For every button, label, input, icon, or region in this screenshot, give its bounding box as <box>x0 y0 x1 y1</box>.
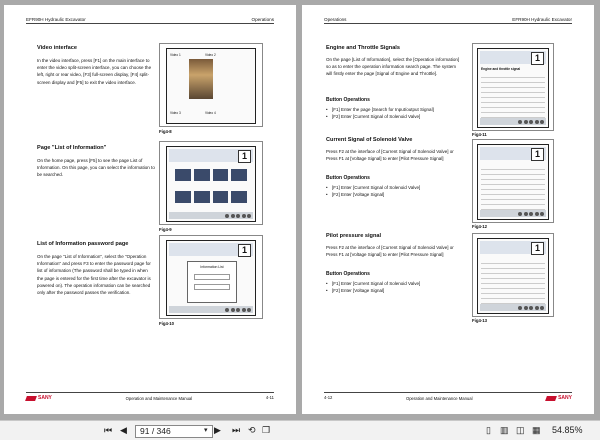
footer-title: Operation and Maintenance Manual <box>125 396 193 401</box>
section-subtitle: Button Operations <box>326 175 370 181</box>
figure-caption: Fig4-11 <box>472 132 487 137</box>
section-text: Press F2 at the interface of [Current Signal of Solenoid Valve] or Press F1 at [Voltage Signal] to enter [Pilot Pressure Signal] <box>326 245 454 258</box>
section-title: Pilot pressure signal <box>326 233 382 239</box>
document-page-right <box>302 5 594 414</box>
header-right: EFR90H Hydraulic Excavator <box>512 17 572 22</box>
section-text: On the page [List of Information], select the [Operation information] so as to enter the operation information search page. The system will firstly enter the page [Signal of Engine and Throttle]. <box>326 57 460 77</box>
page-number-input[interactable]: 91 / 346 <box>135 425 213 438</box>
sany-logo: SANY <box>546 395 572 401</box>
next-page-icon[interactable]: ▶ <box>214 425 221 435</box>
information-list-screenshot <box>159 141 263 225</box>
solenoid-current-screenshot <box>472 139 554 223</box>
last-page-icon[interactable]: ⏭ <box>232 425 241 435</box>
section-title: List of Information password page <box>37 241 129 247</box>
section-text: On the home page, press [F5] to see the page List of Information. On this page, you can select the information to be searched. <box>37 158 155 178</box>
prev-page-icon[interactable]: ◀ <box>120 425 127 435</box>
number-display: 1 <box>531 148 544 161</box>
number-display: 1 <box>238 150 251 163</box>
section-subtitle: Button Operations <box>326 271 370 277</box>
figure-caption: Fig4-9 <box>159 227 172 232</box>
section-text: On the page "List of Information", select the "Operation Information" and press F3 to enter the password page for list of information (The password shall be typed in when the page is entered for the first time after the excavator is powered on). The operation information can be searched only after the password passes the verification. <box>37 254 151 296</box>
first-page-icon[interactable]: ⏮ <box>104 425 113 435</box>
engine-signal-screenshot <box>472 43 554 131</box>
rotate-icon[interactable]: ⟲ <box>248 425 256 435</box>
password-page-screenshot <box>159 235 263 319</box>
number-display: 1 <box>531 52 544 65</box>
sany-logo: SANY <box>26 395 52 401</box>
section-text: Press F2 at the interface of [Current Signal of Solenoid Valve] or Press F1 at [Voltage Signal] to enter [Pilot Pressure Signal] <box>326 149 454 162</box>
section-subtitle: Button Operations <box>326 97 370 103</box>
pdf-viewer-toolbar <box>0 420 600 440</box>
bullet-list: • [F1] Enter [Current Signal of Solenoid Valve] • [F2] Enter [Voltage Signal] <box>326 281 421 294</box>
copy-page-icon[interactable]: ❐ <box>262 425 271 435</box>
pilot-pressure-screenshot <box>472 233 554 317</box>
figure-caption: Fig4-8 <box>159 129 172 134</box>
page-number: 4-12 <box>324 395 333 400</box>
section-title: Engine and Throttle Signals <box>326 45 400 51</box>
section-title: Video interface <box>37 45 78 51</box>
video-label: Video 1 <box>170 53 181 57</box>
two-page-view-icon[interactable]: ◫ <box>516 425 525 435</box>
number-display: 1 <box>531 242 544 255</box>
header-left: EFR90H Hydraulic Excavator <box>26 17 86 22</box>
video-label: Video 4 <box>205 111 216 115</box>
page-header <box>324 17 572 24</box>
section-text: In the video interface, press [F1] on the main interface to enter the video split-screen interface, you can choose the left, right or rear video, [F3] full-screen display, [F4] split-screen display and [F5] to exit the video interface. <box>37 58 152 85</box>
section-title: Page "List of Information" <box>37 145 107 151</box>
number-display: 1 <box>238 244 251 257</box>
zoom-level[interactable]: 54.85% <box>552 425 583 435</box>
footer-title: Operation and Maintenance Manual <box>405 396 473 401</box>
bullet-list: • [F1] Enter the page [Search for Input/output Signal] • [F2] Enter [Current Signal of Solenoid Valve] <box>326 107 434 120</box>
screen-title: Engine and throttle signal <box>481 67 521 71</box>
screen-title: Information List <box>200 265 224 269</box>
video-interface-screenshot <box>159 43 263 127</box>
fit-page-icon[interactable]: ▦ <box>532 425 541 435</box>
video-label: Video 3 <box>170 111 181 115</box>
header-left: Operations <box>324 17 347 22</box>
page-footer <box>324 392 572 402</box>
section-title: Current Signal of Solenoid Valve <box>326 137 413 143</box>
document-page-left <box>4 5 296 414</box>
continuous-view-icon[interactable]: ▥ <box>500 425 509 435</box>
figure-caption: Fig4-12 <box>472 224 488 229</box>
bullet-list: • [F1] Enter [Current Signal of Solenoid Valve] • [F2] Enter [Voltage Signal] <box>326 185 421 198</box>
page-dropdown-icon[interactable]: ▾ <box>204 427 208 434</box>
figure-caption: Fig4-10 <box>159 321 175 326</box>
page-number: 4-11 <box>265 395 274 400</box>
single-page-view-icon[interactable]: ▯ <box>486 425 491 435</box>
video-label: Video 2 <box>205 53 216 57</box>
header-right: Operations <box>251 17 274 22</box>
page-header <box>26 17 274 24</box>
figure-caption: Fig4-13 <box>472 318 488 323</box>
video-image <box>189 59 213 99</box>
page-footer <box>26 392 274 402</box>
